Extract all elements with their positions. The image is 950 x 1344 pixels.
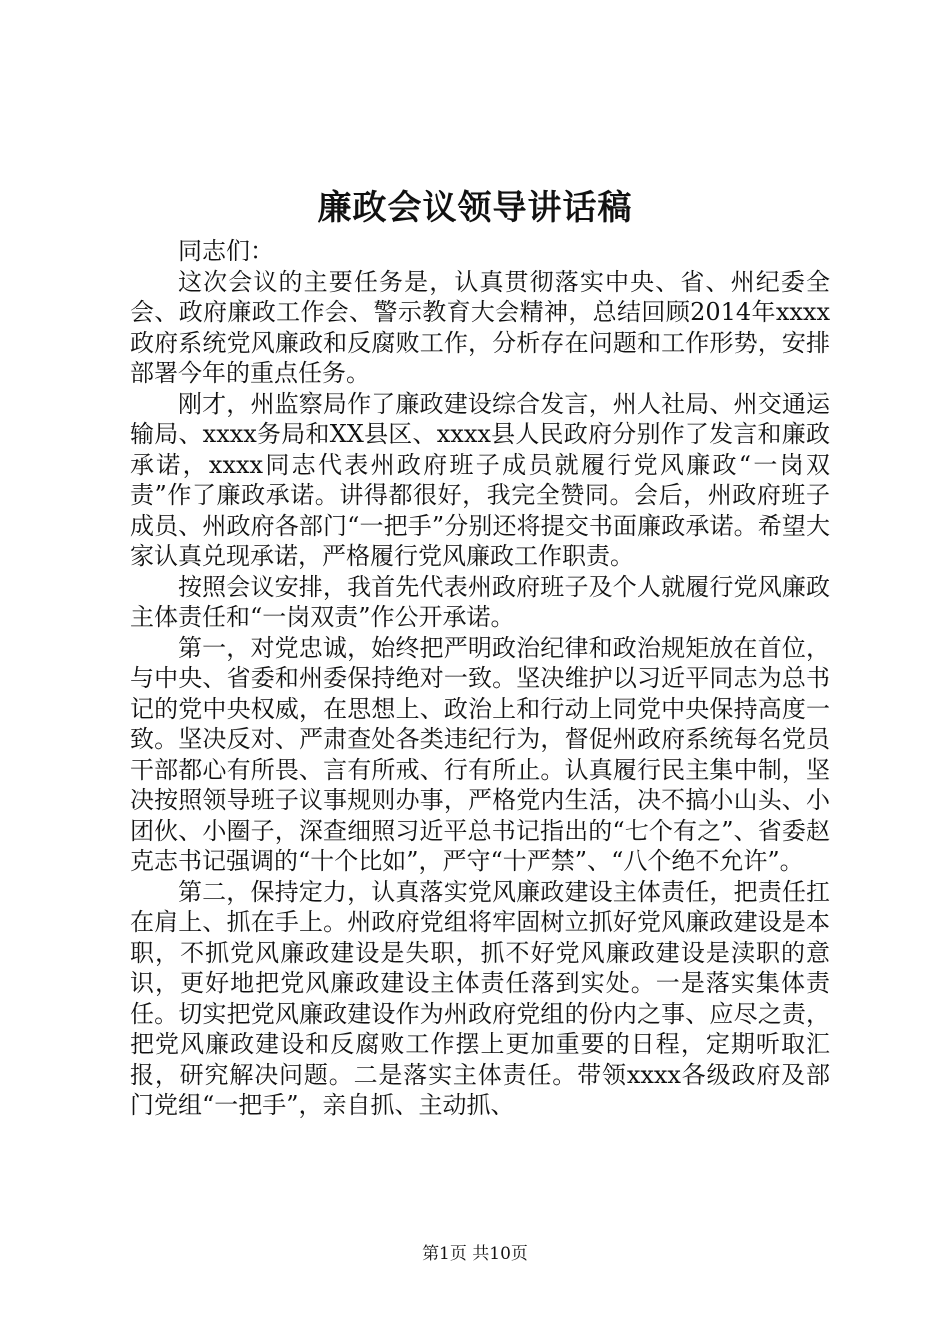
paragraph: 按照会议安排，我首先代表州政府班子及个人就履行党风廉政主体责任和“一岗双责”作公开承诺。 [130,572,830,631]
paragraph: 刚才，州监察局作了廉政建设综合发言，州人社局、州交通运输局、xxxx务局和XX县区、xxxx县人民政府分别作了发言和廉政承诺，xxxx同志代表州政府班子成员就履行党风廉政“一岗双责”作了廉政承诺。讲得都很好，我完全赞同。会后，州政府班子成员、州政府各部门“一把手”分别还将提交书面廉政承诺。希望大家认真兑现承诺，严格履行党风廉政工作职责。 [130,389,830,570]
page-footer [0,1242,950,1266]
paragraph: 第一，对党忠诚，始终把严明政治纪律和政治规矩放在首位，与中央、省委和州委保持绝对一致。坚决维护以习近平同志为总书记的党中央权威，在思想上、政治上和行动上同党中央保持高度一致。坚决反对、严肃查处各类违纪行为，督促州政府系统每名党员干部都心有所畏、言有所戒、行有所止。认真履行民主集中制，坚决按照领导班子议事规则办事，严格党内生活，决不搞小山头、小团伙、小圈子，深查细照习近平总书记指出的“七个有之”、省委赵克志书记强调的“十个比如”，严守“十严禁”、“八个绝不允许”。 [130,633,830,875]
document-title: 廉政会议领导讲话稿 [317,188,633,228]
page-total: 共10页 [472,1244,528,1264]
page-number: 第1页 [422,1244,467,1264]
document-body [130,236,830,1121]
salutation: 同志们： [178,237,274,265]
paragraph: 这次会议的主要任务是，认真贯彻落实中央、省、州纪委全会、政府廉政工作会、警示教育大会精神，总结回顾2014年xxxx政府系统党风廉政和反腐败工作，分析存在问题和工作形势，安排部署今年的重点任务。 [130,267,830,387]
paragraph: 第二，保持定力，认真落实党风廉政建设主体责任，把责任扛在肩上、抓在手上。州政府党组将牢固树立抓好党风廉政建设是本职，不抓党风廉政建设是失职，抓不好党风廉政建设是渎职的意识，更好地把党风廉政建设主体责任落到实处。一是落实集体责任。切实把党风廉政建设作为州政府党组的份内之事、应尽之责，把党风廉政建设和反腐败工作摆上更加重要的日程，定期听取汇报，研究解决问题。二是落实主体责任。带领xxxx各级政府及部门党组“一把手”，亲自抓、主动抓、 [130,877,830,1119]
